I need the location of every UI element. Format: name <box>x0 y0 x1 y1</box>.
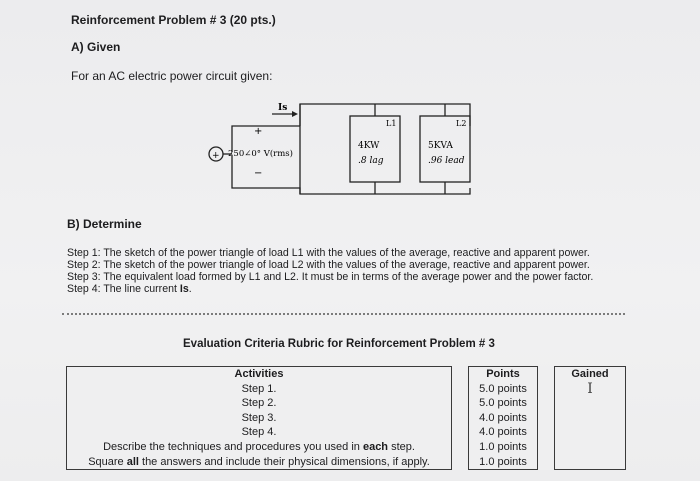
load2-name: L2 <box>456 119 467 128</box>
load2-power: 5KVA <box>428 141 453 151</box>
points-step-2: 5.0 points <box>479 397 527 410</box>
rubric-title: Evaluation Criteria Rubric for Reinforcement Problem # 3 <box>183 338 495 350</box>
step-1-text: Step 1: The sketch of the power triangle of load L1 with the values of the average, reactive and apparent power. <box>67 247 590 259</box>
activity-square: Square all the answers and include their physical dimensions, if apply. <box>88 455 430 468</box>
circuit-intro-text: For an AC electric power circuit given: <box>71 69 273 83</box>
step-3-text: Step 3: The equivalent load formed by L1 and L2. It must be in terms of the average power and the power factor. <box>67 271 594 283</box>
source-minus-terminal: − <box>254 168 263 179</box>
section-determine-heading: B) Determine <box>67 217 142 231</box>
points-step-1: 5.0 points <box>479 382 527 395</box>
step-2-text: Step 2: The sketch of the power triangle of load L2 with the values of the average, reactive and apparent power. <box>67 259 590 271</box>
step-4-text: Step 4: The line current Is. <box>67 283 192 295</box>
current-arrow-icon <box>292 111 298 117</box>
activity-step-4: Step 4. <box>241 426 277 439</box>
page-title: Reinforcement Problem # 3 (20 pts.) <box>71 13 276 27</box>
load1-pf: .8 lag <box>358 156 384 166</box>
activities-header: Activities <box>234 368 284 380</box>
text-cursor-icon: I <box>587 380 593 397</box>
points-header: Points <box>486 368 520 380</box>
dotted-divider <box>62 313 625 315</box>
rubric-table <box>66 366 626 470</box>
source-plus-terminal: + <box>254 126 263 137</box>
activity-describe: Describe the techniques and procedures you used in each step. <box>103 440 415 453</box>
load2-pf: .96 lead <box>428 156 465 166</box>
rubric-row <box>67 367 626 470</box>
section-given-heading: A) Given <box>71 40 121 54</box>
rubric-activities-cell <box>67 367 452 470</box>
current-label: Is <box>278 103 288 113</box>
activity-step-2: Step 2. <box>241 397 277 410</box>
points-describe: 1.0 points <box>479 440 527 453</box>
load1-power: 4KW <box>358 141 380 151</box>
source-voltage-label: 250∠0° V(rms) <box>228 149 293 159</box>
rubric-points-cell <box>469 367 538 470</box>
points-square: 1.0 points <box>479 455 527 468</box>
load1-name: L1 <box>386 119 397 128</box>
gained-header: Gained <box>571 368 609 380</box>
activity-step-1: Step 1. <box>241 382 277 395</box>
points-step-4: 4.0 points <box>479 426 527 439</box>
activity-step-3: Step 3. <box>241 411 277 424</box>
rubric-gained-cell[interactable] <box>555 367 626 470</box>
circuit-diagram <box>200 96 490 206</box>
points-step-3: 4.0 points <box>479 411 527 424</box>
source-plus-sign: + <box>212 151 220 161</box>
